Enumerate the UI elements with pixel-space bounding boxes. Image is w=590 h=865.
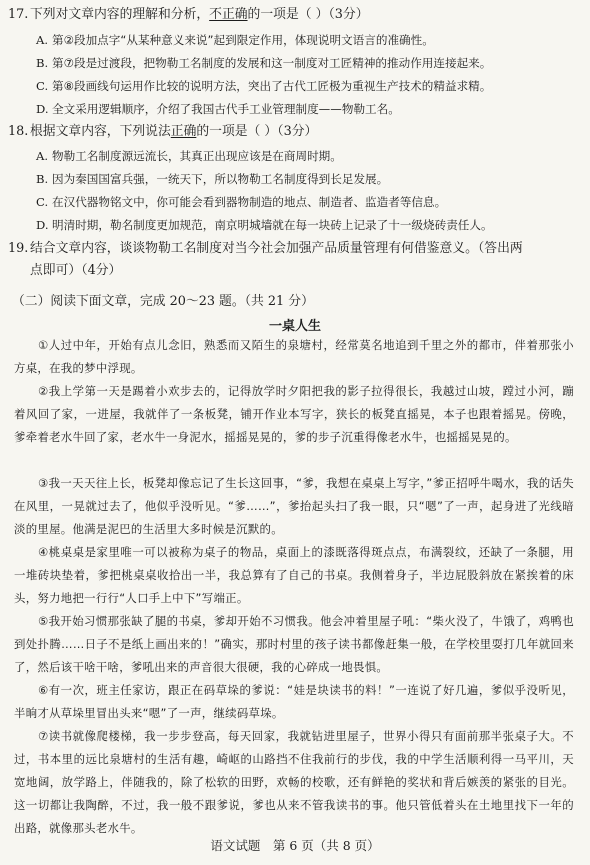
option-a: A. 第②段加点字“从某种意义来说”起到限定作用，体现说明文语言的准确性。 [36, 33, 434, 47]
question-number: 18. [8, 124, 29, 139]
paragraph-3: ③我一天天往上长，板凳却像忘记了生长这回事，“爹，我想在桌桌上写字，”爹正招呼牛喝水，我的话失在风里，一晃就过去了，他似乎没听见。“爹……”，爹抬起头扫了我一眼，只“嗯”了一声，起身进了光线暗淡的里屋。他满是泥巴的生活里大多时候是沉默的。 [14, 476, 574, 536]
option-d: D. 明清时期，勒名制度更加规范，南京明城墙就在每一块砖上记录了十一级烧砖责任人。 [36, 218, 493, 232]
emphasis-keyword: 正确 [170, 124, 197, 139]
paragraph-6: ⑥有一次，班主任家访，跟正在码草垛的爹说：“娃是块读书的料！”一连说了好几遍，爹似乎没听见，半晌才从草垛里冒出头来“嗯”了一声，继续码草垛。 [14, 683, 574, 720]
article-title: 一桌人生 [268, 319, 321, 334]
paragraph-1: ①人过中年，开始有点儿念旧，熟悉而又陌生的泉塘村，经常莫名地追到千里之外的都市，伴着那张小方桌，在我的梦中浮现。 [14, 338, 574, 375]
section-heading: （二）阅读下面文章，完成 20～23 题。（共 21 分） [12, 294, 314, 309]
option-d: D. 全文采用逻辑顺序，介绍了我国古代手工业管理制度——物勒工名。 [36, 102, 400, 116]
question-number: 19. [8, 241, 29, 256]
question-19-stem-cont: 点即可）（4分） [30, 263, 122, 278]
paragraph-4: ④桃桌桌是家里唯一可以被称为桌子的物品，桌面上的漆既落得斑点点，布满裂纹，还缺了一条腿，用一堆砖块垫着，爹把桃桌桌收拾出一半，我总算有了自己的书桌。我侧着身子，半边屁股斜放在紧挨着的床头，努力地把一行行“人口手上中下”写端正。 [14, 545, 574, 605]
question-number: 17. [8, 7, 29, 22]
paragraph-7: ⑦读书就像爬楼梯，我一步步登高，每天回家，我就钻进里屋子，世界小得只有面前那半张桌子大。不过，书本里的远比泉塘村的生活有趣，崎岖的山路挡不住我前行的步伐，我的中学生活顺利得一马平川，天宽地阔，放学路上，伴随我的，除了松软的田野，欢畅的校歌，还有鲜艳的奖状和背后嫉羡的紧张的目光。这一切都让我陶醉，不过，我一般不跟爹说，爹也从来不管我读书的事。他只管低着头在土地里找下一年的出路，就像那头老水牛。 [14, 729, 574, 835]
question-19-stem: 19. 结合文章内容，谈谈物勒工名制度对当今社会加强产品质量管理有何借鉴意义。（答出两 [8, 239, 582, 259]
option-c: C. 第⑧段画线句运用作比较的说明方法，突出了古代工匠极为重视生产技术的精益求精。 [36, 79, 492, 93]
page-footer: 语文试题 第 6 页（共 8 页） [210, 838, 380, 853]
option-b: B. 第⑦段是过渡段，把物勒工名制度的发展和这一制度对工匠精神的推动作用连接起来。 [36, 56, 492, 70]
option-a: A. 物勒工名制度源远流长，其真正出现应该是在商周时期。 [36, 149, 342, 163]
option-b: B. 因为秦国国富兵强，一统天下，所以物勒工名制度得到长足发展。 [36, 172, 389, 186]
question-18-stem: 18. 根据文章内容，下列说法正确的一项是（ ）（3分） [8, 122, 582, 142]
paragraph-2: ②我上学第一天是踢着小欢步去的，记得放学时夕阳把我的影子拉得很长，我越过山坡，蹚过小河，蹦着风回了家，一进屋，我就伴了一条板凳，铺开作业本写字，狭长的板凳直摇晃，本子也跟着摇晃。傍晚，爹牵着老水牛回了家，老水牛一身泥水，摇摇晃晃的，爹的步子沉重得像老水牛，也摇摇晃晃的。 [14, 384, 574, 444]
option-c: C. 在汉代器物铭文中，你可能会看到器物制造的地点、制造者、监造者等信息。 [36, 195, 447, 209]
question-17-stem: 17. 下列对文章内容的理解和分析，不正确的一项是（ ）（3分） [8, 5, 582, 25]
emphasis-keyword: 不正确 [209, 7, 248, 22]
paragraph-5: ⑤我开始习惯那张缺了腿的书桌，爹却开始不习惯我。他会冲着里屋子吼：“柴火没了，牛饿了，鸡鸭也到处扑腾……日子不是纸上画出来的！”确实，那时村里的孩子读书都像赶集一般，在学校里耍打几年就回来了，然后该干啥干啥，爹吼出来的声音很大很硬，我的心碎成一地畏惧。 [14, 614, 574, 674]
